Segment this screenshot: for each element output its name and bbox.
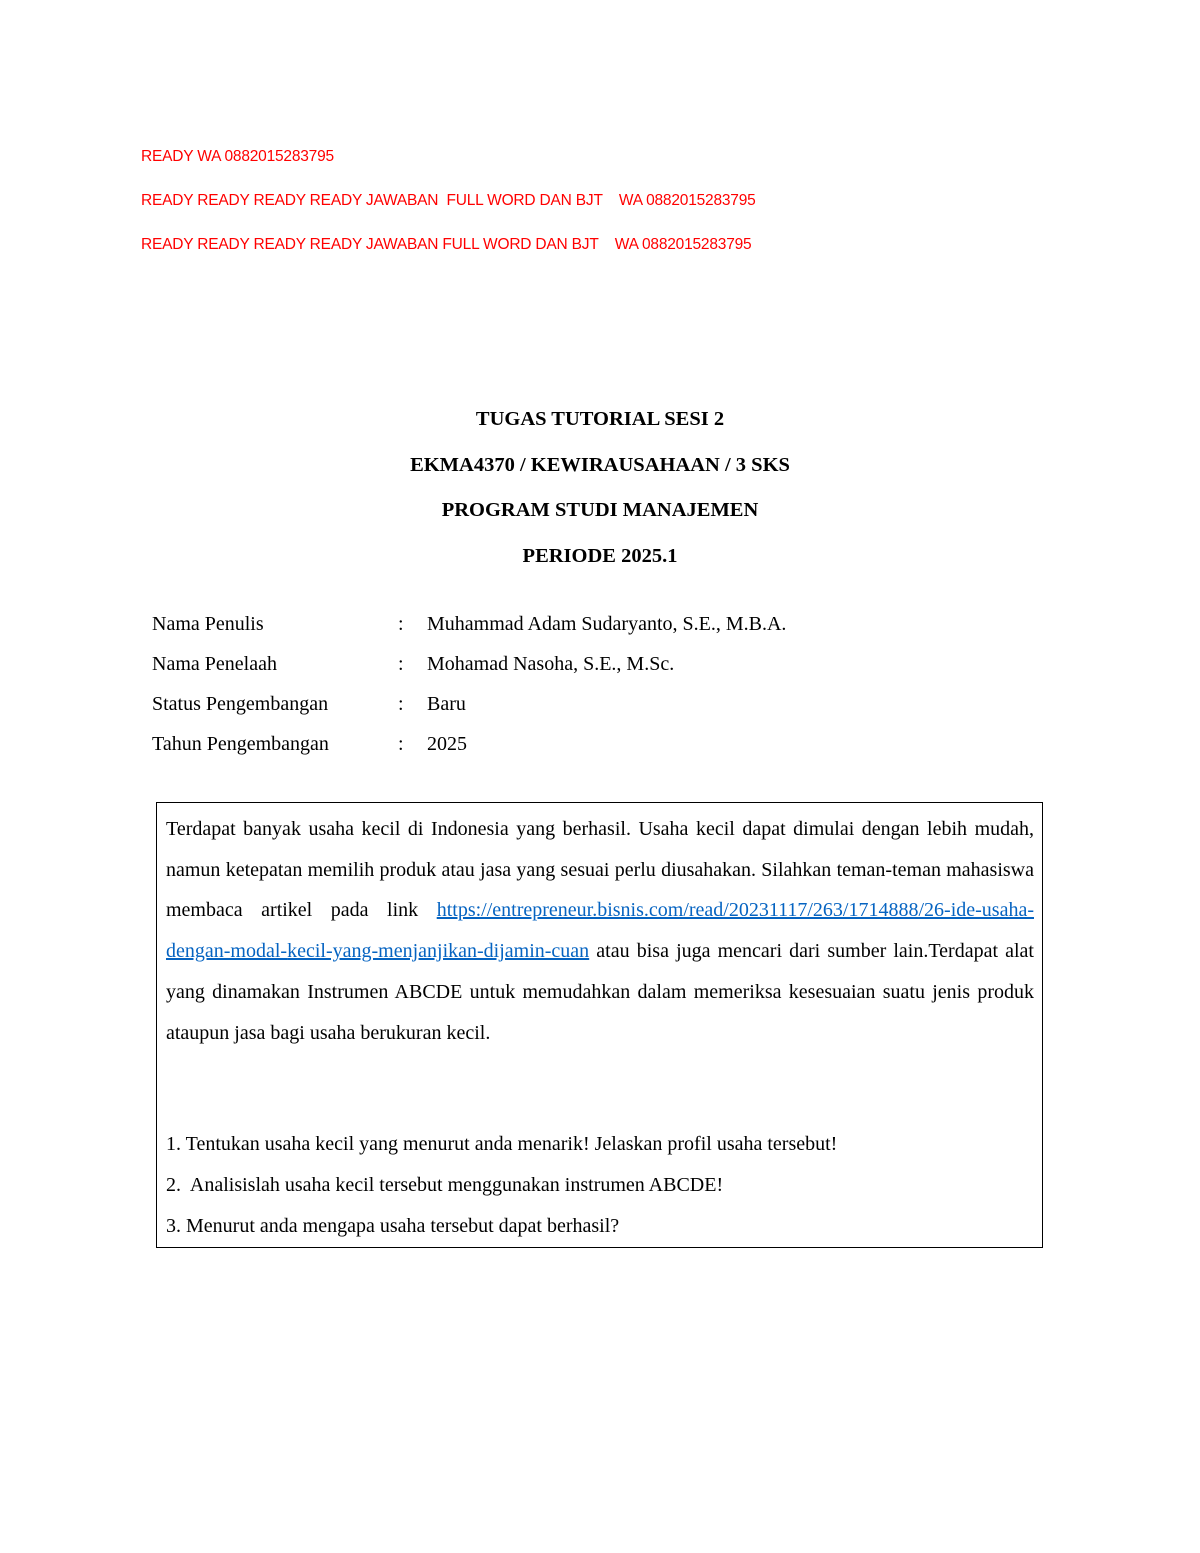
period-line: PERIODE 2025.1 [522, 544, 678, 567]
meta-label: Status Pengembangan [152, 693, 329, 715]
promo-line-3: READY READY READY READY JAWABAN FULL WORD DAN BJT WA 0882015283795 [141, 236, 752, 253]
article-link-part-2: kecil-yang-menjanjikan-dijamin-cuan [287, 940, 590, 963]
task-box [156, 802, 1043, 1248]
meta-row-author [152, 610, 786, 650]
meta-separator: : [398, 693, 404, 715]
promo-line-2: READY READY READY READY JAWABAN FULL WORD DAN BJT WA 0882015283795 [141, 192, 756, 209]
task-intro-text: Terdapat banyak usaha kecil di Indonesia yang berhasil. Usaha kecil dapat dimulai dengan lebih mudah, namun ketepatan memilih produk atau jasa yang sesuai perlu diusahakan. Silahkan teman-teman mahasiswa membaca artikel pada link [166, 818, 1034, 922]
meta-separator: : [398, 733, 404, 755]
course-line: EKMA4370 / KEWIRAUSAHAAN / 3 SKS [410, 453, 790, 476]
meta-row-status [152, 690, 786, 730]
question-1: 1. Tentukan usaha kecil yang menurut anda menarik! Jelaskan profil usaha tersebut! [166, 1133, 838, 1155]
meta-label: Tahun Pengembangan [152, 733, 329, 755]
meta-value: Baru [427, 693, 466, 715]
document-header [0, 406, 1200, 588]
task-intro [166, 809, 1034, 1053]
meta-separator: : [398, 613, 404, 635]
task-intro-continuation: atau bisa juga mencari dari sumber lain.Terdapat alat yang dinamakan Instrumen ABCDE untuk memudahkan dalam memeriksa kesesuaian suatu jenis produk ataupun jasa bagi usaha berukuran kecil. [166, 940, 1034, 1044]
meta-value: Muhammad Adam Sudaryanto, S.E., M.B.A. [427, 613, 787, 635]
meta-label: Nama Penulis [152, 613, 264, 635]
question-2: 2. Analisislah usaha kecil tersebut menggunakan instrumen ABCDE! [166, 1174, 724, 1196]
program-line: PROGRAM STUDI MANAJEMEN [441, 499, 759, 521]
meta-row-reviewer [152, 650, 786, 690]
promo-block [141, 146, 756, 278]
article-link-part-1: https://entrepreneur.bisnis.com/read/20231117/263/1714888/26-ide-usaha-dengan-modal- [166, 899, 1034, 963]
document-meta [152, 610, 786, 770]
meta-separator: : [398, 653, 404, 675]
promo-line-1: READY WA 0882015283795 [141, 148, 334, 165]
meta-row-year [152, 730, 786, 770]
meta-value: 2025 [427, 733, 467, 755]
meta-value: Mohamad Nasoha, S.E., M.Sc. [427, 653, 675, 675]
meta-label: Nama Penelaah [152, 653, 277, 675]
document-title: TUGAS TUTORIAL SESI 2 [475, 408, 725, 430]
question-3: 3. Menurut anda mengapa usaha tersebut dapat berhasil? [166, 1215, 620, 1237]
